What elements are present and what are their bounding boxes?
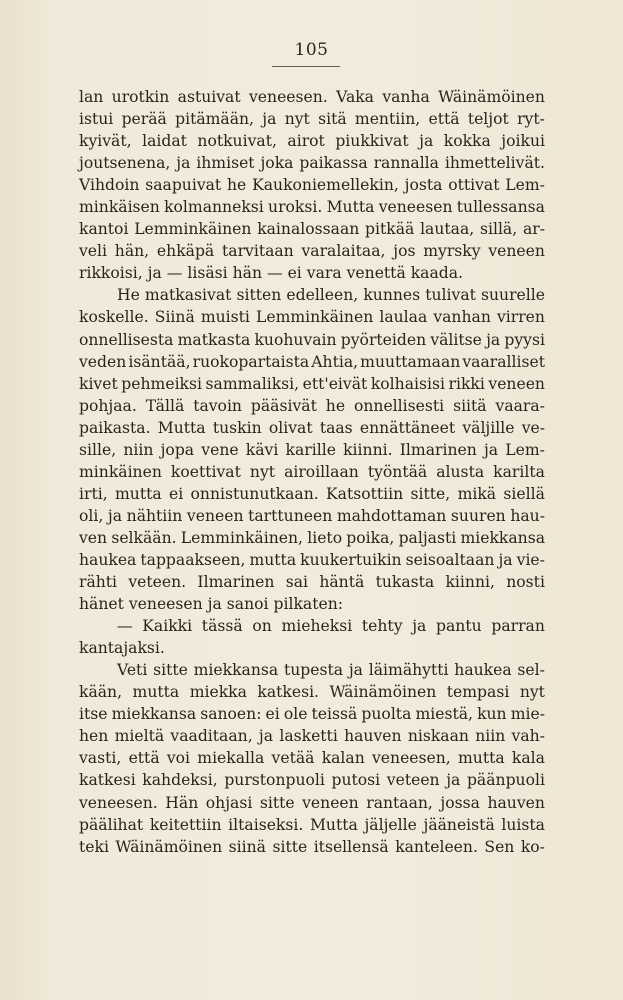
text-line: pohjaa. Tällä tavoin pääsivät he onnellisesti siitä vaara- (79, 396, 545, 415)
text-line: päälihat keitettiin iltaiseksi. Mutta jäljelle jääneistä luista (79, 815, 545, 834)
text-line: rähti veteen. Ilmarinen sai häntä tukasta kiinni, nosti (79, 573, 545, 592)
text-line: rikkoisi, ja — lisäsi hän — ei vara venettä kaada. (79, 264, 464, 283)
header-rule (272, 66, 340, 67)
text-line: vasti, että voi miekalla vetää kalan veneesen, mutta kala (79, 749, 545, 768)
text-line: hen mieltä vaaditaan, ja lasketti hauven niskaan niin vah- (79, 727, 545, 746)
text-line: Vihdoin saapuivat he Kaukoniemellekin, josta ottivat Lem- (79, 176, 545, 195)
text-line: kään, mutta miekka katkesi. Wäinämöinen tempasi nyt (79, 683, 545, 702)
text-line: kivet pehmeiksi sammaliksi, ett'eivät kolhaisisi rikki veneen (79, 374, 545, 393)
text-line: joutsenena, ja ihmiset joka paikassa rannalla ihmettelivät. (79, 154, 545, 173)
body-text (79, 86, 545, 858)
text-line: minkäisen kolmanneksi uroksi. Mutta veneesen tullessansa (79, 198, 545, 217)
text-line: teki Wäinämöinen siinä sitte itsellensä kanteleen. Sen ko- (79, 837, 545, 856)
text-line: ven selkään. Lemminkäinen, lieto poika, paljasti miekkansa (79, 528, 545, 547)
text-line: irti, mutta ei onnistunutkaan. Katsottiin sitte, mikä siellä (79, 484, 545, 503)
text-line: — Kaikki tässä on mieheksi tehty ja pantu parran (117, 617, 545, 636)
text-line: onnellisesta matkasta kuohuvain pyörteiden välitse ja pyysi (79, 330, 545, 349)
text-line: katkesi kahdeksi, purstonpuoli putosi veteen ja päänpuoli (79, 771, 545, 790)
text-line: paikasta. Mutta tuskin olivat taas ennättäneet väljille ve- (79, 418, 545, 437)
text-line: kantoi Lemminkäinen kainalossaan pitkää lautaa, sillä, ar- (79, 220, 545, 239)
text-line: kantajaksi. (79, 639, 165, 658)
text-line: lan urotkin astuivat veneesen. Vaka vanha Wäinämöinen (79, 88, 545, 106)
text-line: istui perää pitämään, ja nyt sitä mentiin, että teljot ryt- (79, 110, 545, 129)
text-line: Veti sitte miekkansa tupesta ja läimähytti haukea sel- (117, 661, 545, 680)
text-line: itse miekkansa sanoen: ei ole teissä puolta miestä, kun mie- (79, 705, 545, 724)
text-line: He matkasivat sitten edelleen, kunnes tulivat suurelle (117, 286, 545, 305)
text-line: haukea tappaakseen, mutta kuukertuikin seisoaltaan ja vie- (79, 550, 545, 569)
text-line: koskelle. Siinä muisti Lemminkäinen laulaa vanhan virren (79, 308, 545, 327)
text-line: veden isäntää, ruokopartaista Ahtia, muuttamaan vaaralliset (79, 352, 545, 371)
text-line: veli hän, ehkäpä tarvitaan varalaitaa, jos myrsky veneen (79, 242, 545, 261)
page-number: 105 (294, 40, 329, 60)
text-line: sille, niin jopa vene kävi karille kiinni. Ilmarinen ja Lem- (79, 440, 545, 459)
text-line: oli, ja nähtiin veneen tarttuneen mahdottaman suuren hau- (79, 506, 545, 525)
text-line: minkäinen koettivat nyt airoillaan työntää alusta karilta (79, 462, 545, 481)
text-line: veneesen. Hän ohjasi sitte veneen rantaan, jossa hauven (79, 793, 545, 812)
text-line: hänet veneesen ja sanoi pilkaten: (79, 595, 343, 614)
text-line: kyivät, laidat notkuivat, airot piukkivat ja kokka joikui (79, 132, 545, 151)
